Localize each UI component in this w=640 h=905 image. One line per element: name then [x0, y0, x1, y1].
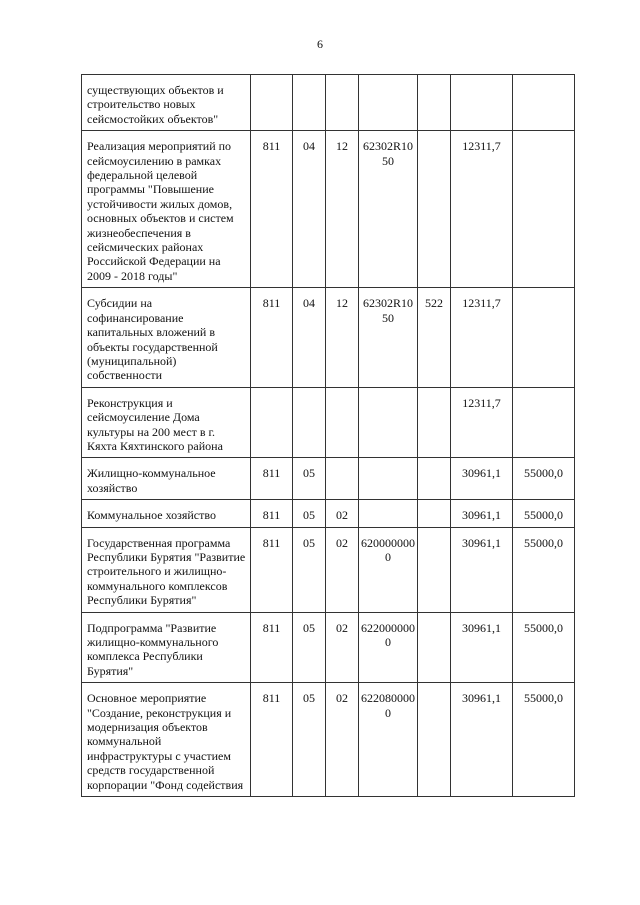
cell-rz	[293, 75, 326, 131]
cell-sum1: 12311,7	[451, 288, 513, 387]
row-name: Основное мероприятие "Создание, реконструкция и модернизация объектов коммунальной инфраструктуры с участием средств государственной корпорации "Фонд содействия	[82, 683, 251, 797]
table-row	[82, 131, 575, 288]
row-name: Субсидии на софинансирование капитальных вложений в объекты государственной (муниципальной) собственности	[82, 288, 251, 387]
cell-rz	[293, 387, 326, 458]
cell-vr	[418, 387, 451, 458]
cell-ved: 811	[251, 131, 293, 288]
cell-vr	[418, 75, 451, 131]
cell-rz: 05	[293, 683, 326, 797]
cell-pr: 12	[326, 131, 359, 288]
cell-sum2	[513, 75, 575, 131]
table-row	[82, 458, 575, 500]
cell-sum1	[451, 75, 513, 131]
cell-csr	[359, 458, 418, 500]
cell-sum1: 12311,7	[451, 131, 513, 288]
cell-vr	[418, 612, 451, 683]
page-number: 6	[317, 37, 323, 51]
row-name: Подпрограмма "Развитие жилищно-коммунального комплекса Республики Бурятия"	[82, 612, 251, 683]
cell-csr: 6220000000	[359, 612, 418, 683]
cell-pr: 02	[326, 500, 359, 527]
cell-rz: 04	[293, 288, 326, 387]
table-row	[82, 500, 575, 527]
cell-sum2	[513, 288, 575, 387]
cell-vr	[418, 500, 451, 527]
cell-rz: 05	[293, 612, 326, 683]
cell-rz: 05	[293, 458, 326, 500]
cell-vr	[418, 458, 451, 500]
cell-sum2: 55000,0	[513, 527, 575, 612]
cell-ved: 811	[251, 683, 293, 797]
cell-rz: 05	[293, 500, 326, 527]
table-row	[82, 612, 575, 683]
row-name: Жилищно-коммунальное хозяйство	[82, 458, 251, 500]
cell-sum2	[513, 387, 575, 458]
table-row	[82, 527, 575, 612]
cell-ved: 811	[251, 527, 293, 612]
cell-rz: 04	[293, 131, 326, 288]
cell-pr	[326, 458, 359, 500]
cell-sum1: 30961,1	[451, 683, 513, 797]
cell-csr: 6200000000	[359, 527, 418, 612]
cell-ved: 811	[251, 500, 293, 527]
cell-ved: 811	[251, 612, 293, 683]
table-row	[82, 288, 575, 387]
cell-sum1: 12311,7	[451, 387, 513, 458]
cell-pr	[326, 75, 359, 131]
cell-sum2: 55000,0	[513, 500, 575, 527]
cell-vr	[418, 131, 451, 288]
cell-vr	[418, 527, 451, 612]
budget-table	[81, 74, 575, 797]
cell-ved	[251, 75, 293, 131]
cell-sum1: 30961,1	[451, 612, 513, 683]
cell-rz: 05	[293, 527, 326, 612]
cell-csr: 62302R1050	[359, 131, 418, 288]
cell-vr: 522	[418, 288, 451, 387]
row-name: существующих объектов и строительство новых сейсмостойких объектов"	[82, 75, 251, 131]
cell-sum1: 30961,1	[451, 500, 513, 527]
cell-pr: 02	[326, 612, 359, 683]
row-name: Коммунальное хозяйство	[82, 500, 251, 527]
cell-csr	[359, 387, 418, 458]
table-row	[82, 75, 575, 131]
row-name: Реконструкция и сейсмоусиление Дома культуры на 200 мест в г. Кяхта Кяхтинского района	[82, 387, 251, 458]
cell-ved: 811	[251, 458, 293, 500]
cell-sum2: 55000,0	[513, 458, 575, 500]
cell-sum1: 30961,1	[451, 527, 513, 612]
cell-sum1: 30961,1	[451, 458, 513, 500]
cell-sum2	[513, 131, 575, 288]
cell-csr: 6220800000	[359, 683, 418, 797]
cell-ved: 811	[251, 288, 293, 387]
table-row	[82, 683, 575, 797]
cell-csr	[359, 75, 418, 131]
cell-csr: 62302R1050	[359, 288, 418, 387]
cell-csr	[359, 500, 418, 527]
cell-pr: 12	[326, 288, 359, 387]
cell-pr: 02	[326, 527, 359, 612]
cell-pr	[326, 387, 359, 458]
cell-sum2: 55000,0	[513, 612, 575, 683]
table-row	[82, 387, 575, 458]
cell-pr: 02	[326, 683, 359, 797]
cell-ved	[251, 387, 293, 458]
cell-sum2: 55000,0	[513, 683, 575, 797]
row-name: Государственная программа Республики Бурятия "Развитие строительного и жилищно-коммунального комплексов Республики Бурятия"	[82, 527, 251, 612]
row-name: Реализация мероприятий по сейсмоусилению в рамках федеральной целевой программы "Повышение устойчивости жилых домов, основных объектов и систем жизнеобеспечения в сейсмических районах Российской Федерации на 2009 - 2018 годы"	[82, 131, 251, 288]
cell-vr	[418, 683, 451, 797]
